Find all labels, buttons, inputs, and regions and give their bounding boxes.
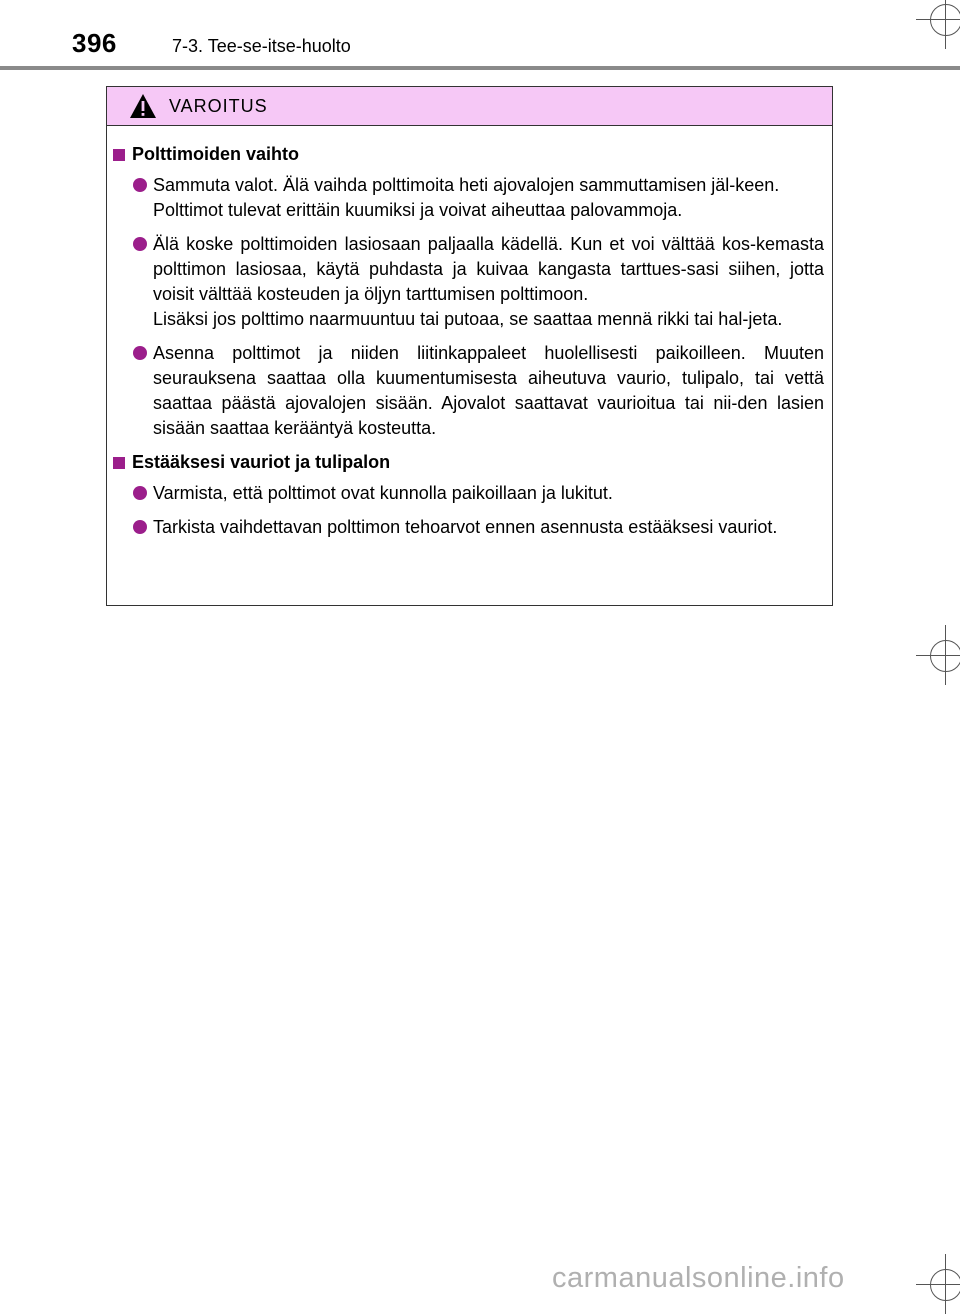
list-item-text: Tarkista vaihdettavan polttimon tehoarvot ennen asennusta estääksesi vauriot. [153, 517, 778, 537]
watermark: carmanualsonline.info [552, 1262, 845, 1294]
warning-label: VAROITUS [169, 95, 268, 116]
list-item-text: Asenna polttimot ja niiden liitinkappaleet huolellisesti paikoilleen. Muuten seurauksena saattaa olla kuumentumisesta aiheutuva vaurio, tulipalo, tai vettä saattaa päästä ajovalojen sisään. Ajovalot saattavat vaurioitua tai nii-den lasien sisään saattaa kerääntyä kosteutta. [153, 343, 824, 438]
section-heading-text: Estääksesi vauriot ja tulipalon [132, 452, 391, 472]
registration-mark-icon [916, 1262, 946, 1292]
list-item-text: Polttimot tulevat erittäin kuumiksi ja voivat aiheuttaa palovammoja. [153, 200, 683, 220]
warning-box [106, 86, 833, 606]
warning-body [107, 126, 832, 540]
square-bullet-icon [113, 457, 125, 469]
dot-bullet-icon [133, 237, 147, 251]
registration-mark-icon [916, 0, 946, 27]
warning-triangle-icon [129, 93, 157, 119]
dot-bullet-icon [133, 178, 147, 192]
registration-mark-icon [916, 633, 946, 663]
header-rule [0, 66, 960, 70]
section-title: 7-3. Tee-se-itse-huolto [172, 36, 351, 56]
section-heading [113, 142, 824, 167]
section-heading-text: Polttimoiden vaihto [132, 144, 300, 164]
list-item-text: Varmista, että polttimot ovat kunnolla paikoillaan ja lukitut. [153, 483, 613, 503]
dot-bullet-icon [133, 486, 147, 500]
list-item [113, 341, 824, 441]
list-item-text: Lisäksi jos polttimo naarmuuntuu tai putoaa, se saattaa mennä rikki tai hal-jeta. [153, 309, 783, 329]
list-item [113, 173, 824, 223]
list-item [113, 232, 824, 332]
dot-bullet-icon [133, 346, 147, 360]
warning-header [107, 87, 832, 126]
list-item-text: Älä koske polttimoiden lasiosaan paljaalla kädellä. Kun et voi välttää kos-kemasta polttimon lasiosaa, käytä puhdasta ja kuivaa kangasta tarttues-sasi siihen, jotta voisit välttää kosteuden ja öljyn tarttumisen polttimoon. [153, 234, 824, 304]
list-item-text: Sammuta valot. Älä vaihda polttimoita heti ajovalojen sammuttamisen jäl-keen. [153, 175, 780, 195]
dot-bullet-icon [133, 520, 147, 534]
section-heading [113, 450, 824, 475]
list-item [113, 515, 824, 540]
square-bullet-icon [113, 149, 125, 161]
page-number: 396 [72, 28, 117, 58]
list-item [113, 481, 824, 506]
